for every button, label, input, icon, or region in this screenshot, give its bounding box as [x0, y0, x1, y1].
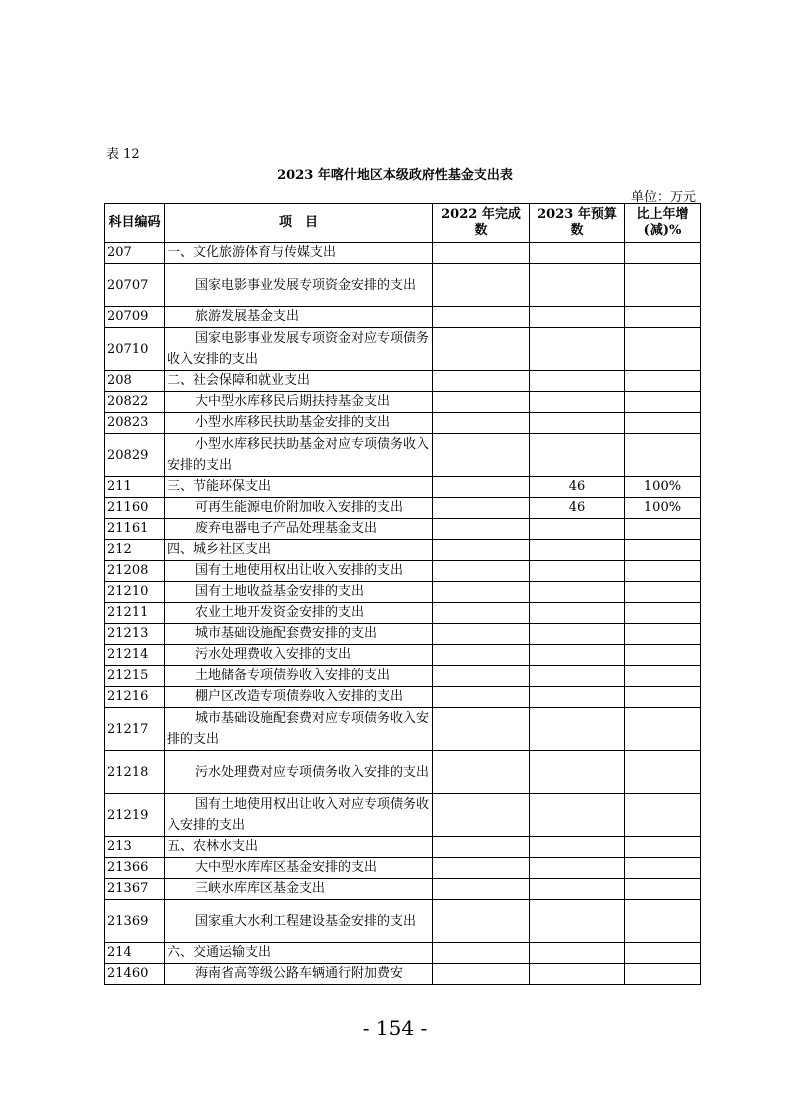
table-row	[105, 413, 701, 434]
row-2022-actual-cell	[433, 392, 530, 413]
row-code-cell: 21218	[105, 751, 165, 794]
row-item-cell: 旅游发展基金支出	[165, 307, 433, 328]
row-change-percent-cell	[625, 645, 701, 666]
row-2023-budget-cell	[530, 943, 625, 964]
row-code-cell: 211	[105, 477, 165, 498]
row-code-cell: 21213	[105, 624, 165, 645]
column-header-code: 科目编码	[105, 204, 165, 243]
row-2022-actual-cell	[433, 666, 530, 687]
row-2023-budget-cell	[530, 666, 625, 687]
row-2023-budget-cell: 46	[530, 498, 625, 519]
row-2022-actual-cell	[433, 561, 530, 582]
row-change-percent-cell: 100%	[625, 498, 701, 519]
row-code-cell: 21217	[105, 708, 165, 751]
row-2023-budget-cell	[530, 603, 625, 624]
table-row	[105, 243, 701, 264]
row-2022-actual-cell	[433, 708, 530, 751]
row-change-percent-cell	[625, 687, 701, 708]
row-2023-budget-cell	[530, 264, 625, 307]
table-row	[105, 964, 701, 985]
row-code-cell: 20707	[105, 264, 165, 307]
row-2022-actual-cell	[433, 687, 530, 708]
row-code-cell: 20710	[105, 328, 165, 371]
row-code-cell: 21215	[105, 666, 165, 687]
row-2022-actual-cell	[433, 603, 530, 624]
table-row	[105, 264, 701, 307]
row-item-cell: 土地储备专项债券收入安排的支出	[165, 666, 433, 687]
row-2023-budget-cell	[530, 413, 625, 434]
row-2022-actual-cell	[433, 328, 530, 371]
row-code-cell: 21367	[105, 879, 165, 900]
row-2022-actual-cell	[433, 540, 530, 561]
row-2023-budget-cell	[530, 392, 625, 413]
row-item-cell: 棚户区改造专项债券收入安排的支出	[165, 687, 433, 708]
row-item-cell: 大中型水库移民后期扶持基金支出	[165, 392, 433, 413]
row-2023-budget-cell	[530, 243, 625, 264]
row-2022-actual-cell	[433, 582, 530, 603]
column-header-2023-budget: 2023 年预算数	[530, 204, 625, 243]
row-change-percent-cell: 100%	[625, 477, 701, 498]
row-2022-actual-cell	[433, 519, 530, 540]
row-2023-budget-cell	[530, 687, 625, 708]
table-row	[105, 371, 701, 392]
row-2022-actual-cell	[433, 498, 530, 519]
row-change-percent-cell	[625, 666, 701, 687]
table-row	[105, 708, 701, 751]
row-2022-actual-cell	[433, 243, 530, 264]
row-2022-actual-cell	[433, 645, 530, 666]
row-code-cell: 21369	[105, 900, 165, 943]
row-change-percent-cell	[625, 392, 701, 413]
row-item-cell: 国家电影事业发展专项资金对应专项债务收入安排的支出	[165, 328, 433, 371]
row-code-cell: 21161	[105, 519, 165, 540]
row-code-cell: 21460	[105, 964, 165, 985]
row-2023-budget-cell	[530, 858, 625, 879]
table-row	[105, 434, 701, 477]
row-2022-actual-cell	[433, 837, 530, 858]
table-body	[105, 243, 701, 985]
row-code-cell: 21210	[105, 582, 165, 603]
row-2023-budget-cell: 46	[530, 477, 625, 498]
table-row	[105, 477, 701, 498]
column-header-change-percent: 比上年增(减)%	[625, 204, 701, 243]
row-change-percent-cell	[625, 307, 701, 328]
table-row	[105, 879, 701, 900]
row-item-cell: 城市基础设施配套费对应专项债务收入安排的支出	[165, 708, 433, 751]
row-code-cell: 20823	[105, 413, 165, 434]
fund-expenditure-table	[104, 203, 701, 985]
row-change-percent-cell	[625, 879, 701, 900]
row-change-percent-cell	[625, 582, 701, 603]
row-2023-budget-cell	[530, 434, 625, 477]
row-code-cell: 208	[105, 371, 165, 392]
row-code-cell: 21214	[105, 645, 165, 666]
row-change-percent-cell	[625, 371, 701, 392]
row-item-cell: 污水处理费对应专项债务收入安排的支出	[165, 751, 433, 794]
row-change-percent-cell	[625, 708, 701, 751]
table-row	[105, 624, 701, 645]
row-change-percent-cell	[625, 900, 701, 943]
row-change-percent-cell	[625, 328, 701, 371]
page-title: 2023 年喀什地区本级政府性基金支出表	[277, 168, 513, 183]
row-2022-actual-cell	[433, 858, 530, 879]
row-2022-actual-cell	[433, 477, 530, 498]
page-number: - 154 -	[362, 1016, 428, 1040]
row-2022-actual-cell	[433, 879, 530, 900]
row-code-cell: 214	[105, 943, 165, 964]
row-change-percent-cell	[625, 434, 701, 477]
row-code-cell: 20709	[105, 307, 165, 328]
row-2023-budget-cell	[530, 879, 625, 900]
row-item-cell: 国有土地使用权出让收入安排的支出	[165, 561, 433, 582]
row-2023-budget-cell	[530, 751, 625, 794]
row-2022-actual-cell	[433, 751, 530, 794]
table-row	[105, 794, 701, 837]
row-2023-budget-cell	[530, 519, 625, 540]
table-row	[105, 519, 701, 540]
row-2023-budget-cell	[530, 328, 625, 371]
row-code-cell: 20829	[105, 434, 165, 477]
row-2023-budget-cell	[530, 645, 625, 666]
row-2022-actual-cell	[433, 943, 530, 964]
table-row	[105, 582, 701, 603]
row-item-cell: 六、交通运输支出	[165, 943, 433, 964]
row-change-percent-cell	[625, 540, 701, 561]
row-change-percent-cell	[625, 858, 701, 879]
row-2022-actual-cell	[433, 371, 530, 392]
table-row	[105, 751, 701, 794]
unit-label: 单位：万元	[630, 190, 696, 205]
row-2023-budget-cell	[530, 307, 625, 328]
row-item-cell: 小型水库移民扶助基金对应专项债务收入安排的支出	[165, 434, 433, 477]
row-item-cell: 可再生能源电价附加收入安排的支出	[165, 498, 433, 519]
table-header-row	[105, 204, 701, 243]
row-2022-actual-cell	[433, 900, 530, 943]
table-row	[105, 498, 701, 519]
row-code-cell: 21160	[105, 498, 165, 519]
row-item-cell: 海南省高等级公路车辆通行附加费安	[165, 964, 433, 985]
row-change-percent-cell	[625, 794, 701, 837]
row-item-cell: 四、城乡社区支出	[165, 540, 433, 561]
table-row	[105, 603, 701, 624]
table-row	[105, 392, 701, 413]
row-item-cell: 污水处理费收入安排的支出	[165, 645, 433, 666]
row-2022-actual-cell	[433, 434, 530, 477]
row-change-percent-cell	[625, 837, 701, 858]
table-row	[105, 858, 701, 879]
table-row	[105, 540, 701, 561]
table-row	[105, 837, 701, 858]
row-2022-actual-cell	[433, 413, 530, 434]
row-change-percent-cell	[625, 943, 701, 964]
row-item-cell: 一、文化旅游体育与传媒支出	[165, 243, 433, 264]
row-item-cell: 国家电影事业发展专项资金安排的支出	[165, 264, 433, 307]
row-2022-actual-cell	[433, 964, 530, 985]
row-item-cell: 国有土地收益基金安排的支出	[165, 582, 433, 603]
row-code-cell: 213	[105, 837, 165, 858]
row-change-percent-cell	[625, 603, 701, 624]
row-item-cell: 五、农林水支出	[165, 837, 433, 858]
row-change-percent-cell	[625, 964, 701, 985]
row-code-cell: 21208	[105, 561, 165, 582]
row-code-cell: 21211	[105, 603, 165, 624]
row-2022-actual-cell	[433, 794, 530, 837]
table-row	[105, 328, 701, 371]
row-item-cell: 大中型水库库区基金安排的支出	[165, 858, 433, 879]
row-change-percent-cell	[625, 751, 701, 794]
row-2023-budget-cell	[530, 837, 625, 858]
row-code-cell: 21366	[105, 858, 165, 879]
table-label: 表 12	[106, 147, 140, 162]
row-change-percent-cell	[625, 561, 701, 582]
row-item-cell: 农业土地开发资金安排的支出	[165, 603, 433, 624]
table-row	[105, 943, 701, 964]
column-header-2022-actual: 2022 年完成数	[433, 204, 530, 243]
row-item-cell: 三峡水库库区基金支出	[165, 879, 433, 900]
table-row	[105, 561, 701, 582]
row-change-percent-cell	[625, 413, 701, 434]
row-item-cell: 小型水库移民扶助基金安排的支出	[165, 413, 433, 434]
table-row	[105, 645, 701, 666]
row-change-percent-cell	[625, 264, 701, 307]
row-item-cell: 三、节能环保支出	[165, 477, 433, 498]
row-item-cell: 城市基础设施配套费安排的支出	[165, 624, 433, 645]
row-2022-actual-cell	[433, 264, 530, 307]
row-code-cell: 21216	[105, 687, 165, 708]
row-2022-actual-cell	[433, 624, 530, 645]
row-code-cell: 212	[105, 540, 165, 561]
row-change-percent-cell	[625, 243, 701, 264]
row-item-cell: 国有土地使用权出让收入对应专项债务收入安排的支出	[165, 794, 433, 837]
row-2023-budget-cell	[530, 540, 625, 561]
table-row	[105, 687, 701, 708]
row-code-cell: 21219	[105, 794, 165, 837]
row-2023-budget-cell	[530, 582, 625, 603]
row-2023-budget-cell	[530, 794, 625, 837]
row-2023-budget-cell	[530, 371, 625, 392]
table-row	[105, 900, 701, 943]
row-2023-budget-cell	[530, 561, 625, 582]
column-header-item: 项 目	[165, 204, 433, 243]
row-item-cell: 国家重大水利工程建设基金安排的支出	[165, 900, 433, 943]
row-2023-budget-cell	[530, 900, 625, 943]
row-item-cell: 二、社会保障和就业支出	[165, 371, 433, 392]
row-2023-budget-cell	[530, 708, 625, 751]
row-item-cell: 废弃电器电子产品处理基金支出	[165, 519, 433, 540]
row-change-percent-cell	[625, 624, 701, 645]
row-2023-budget-cell	[530, 964, 625, 985]
row-change-percent-cell	[625, 519, 701, 540]
table-row	[105, 666, 701, 687]
row-2022-actual-cell	[433, 307, 530, 328]
row-code-cell: 207	[105, 243, 165, 264]
table-row	[105, 307, 701, 328]
row-2023-budget-cell	[530, 624, 625, 645]
row-code-cell: 20822	[105, 392, 165, 413]
